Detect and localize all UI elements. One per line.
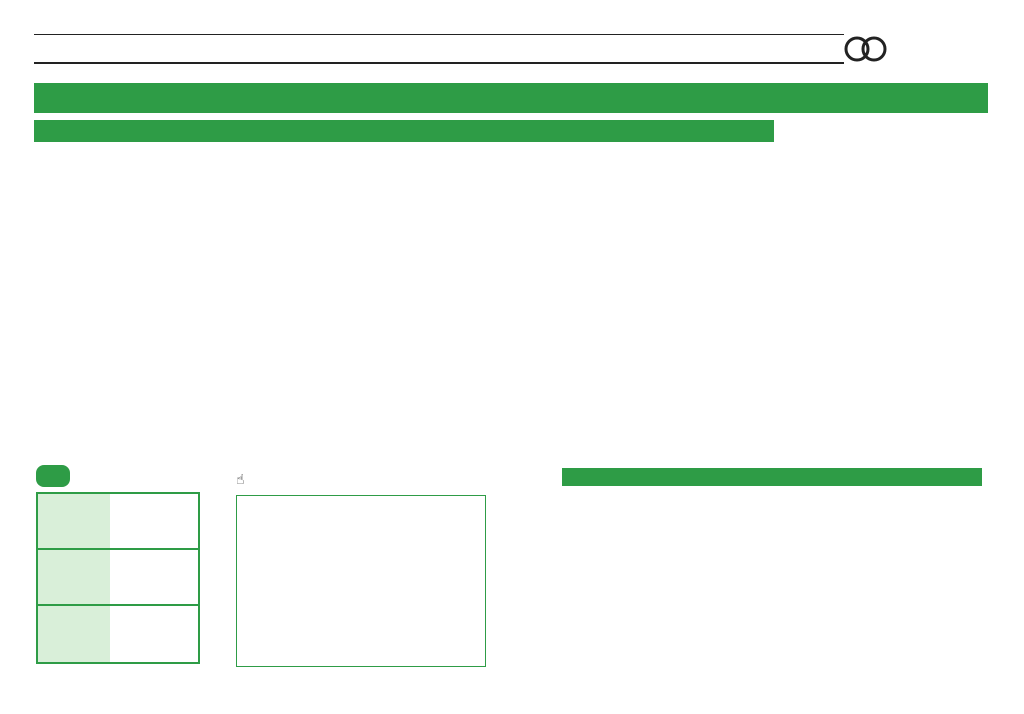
discount-box [36,492,200,664]
estimate-title [236,472,245,488]
hand-icon: ☝ [236,472,245,488]
discount-other [38,606,198,662]
section-bar [34,120,774,142]
discount-student [38,494,198,550]
page-header [34,34,988,64]
logo-rings-icon [844,36,890,62]
title-bar [34,83,988,113]
notes-title [562,468,982,486]
estimate-box [236,495,486,667]
school-logo [844,34,994,64]
discount-label [36,465,70,487]
discount-reservation [38,550,198,606]
